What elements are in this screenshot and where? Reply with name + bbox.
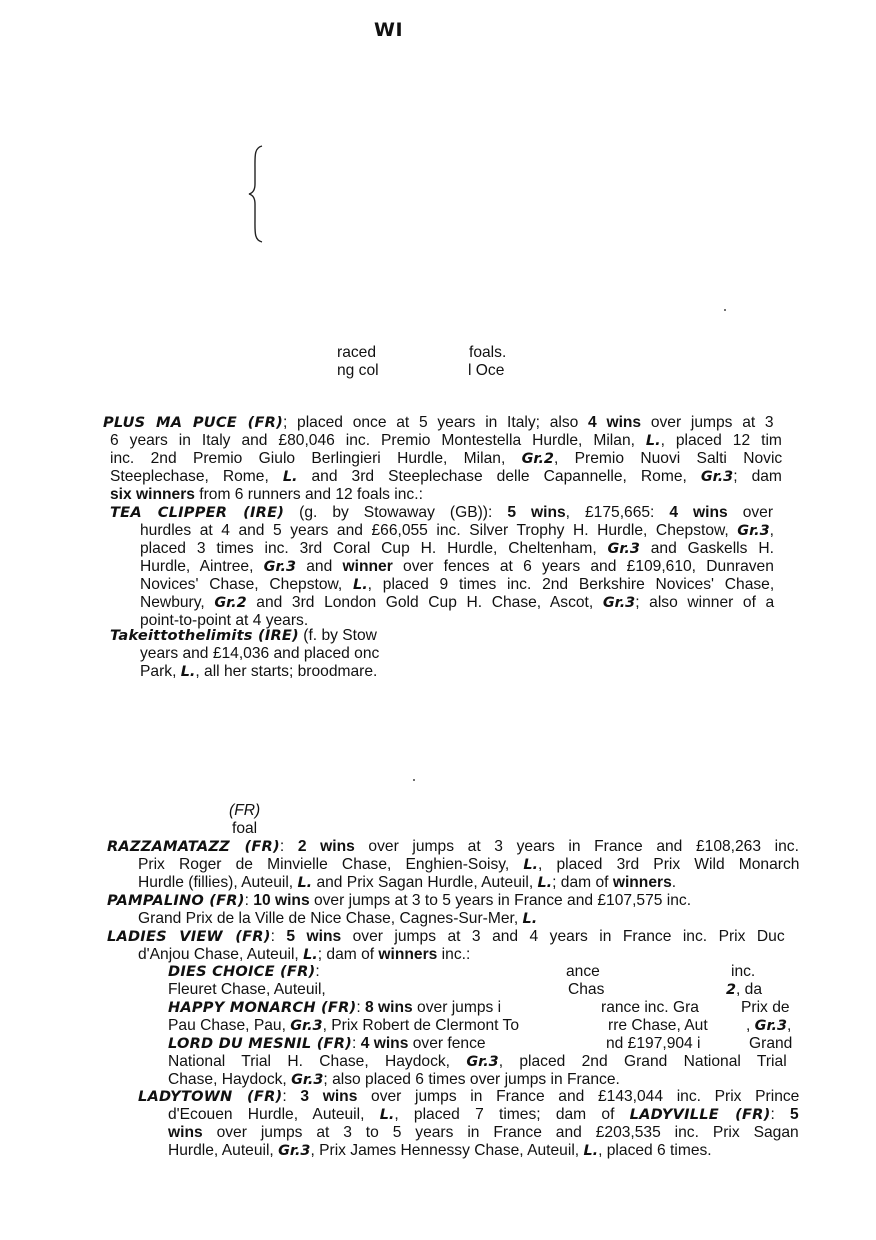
text-segment: , placed 9 times inc. 2nd Berkshire Novices' Chase, [367,576,775,593]
text-segment: inc. 2nd Premio Giulo Berlingieri Hurdle, Milan, [110,450,522,467]
race-grade: L. [522,911,538,927]
text-segment: , placed 6 times. [598,1142,712,1159]
text-line [168,1017,519,1035]
fragment-foal: foal [232,820,258,837]
text-line [168,1124,799,1142]
text-segment: placed 3 times inc. 3rd Coral Cup H. Hurdle, Cheltenham, [140,540,608,557]
text-segment: (g. by Stowaway (GB)): [284,504,508,521]
text-line [140,576,774,594]
text-segment: over jumps at 3 to 5 years in France and £203,535 inc. Prix Sagan [202,1124,799,1141]
text-segment: winner [342,558,393,575]
race-grade: Gr.3 [290,1018,323,1034]
text-segment: ; dam [733,468,782,485]
text-line [140,663,377,681]
text-line [140,594,774,612]
text-line [568,981,604,999]
text-segment: over [727,504,774,521]
race-grade: Gr.3 [278,1143,311,1159]
text-segment: 5 wins [286,928,342,945]
text-line [107,892,691,910]
text-line [601,999,699,1017]
text-segment: over jumps i [412,999,502,1016]
text-line [168,1142,712,1160]
text-segment: rance inc. Gra [601,999,699,1016]
text-segment: (f. by Stow [298,627,377,644]
text-line [138,874,676,892]
race-grade: L. [583,1143,599,1159]
text-segment: Chas [568,981,605,998]
race-grade: L. [282,469,298,485]
text-segment: Hurdle, Aintree, [140,558,264,575]
text-segment: Grand [749,1035,793,1052]
text-segment: and Gaskells H. [639,540,774,557]
text-segment: ; also placed 6 times over jumps in France. [323,1071,620,1088]
race-grade: Gr.3 [700,469,734,485]
text-line [107,838,799,856]
fragment-ng-col: ng col [337,362,379,379]
text-segment: ance [566,963,600,980]
text-line [566,963,600,981]
text-segment: six winners [110,486,195,503]
text-segment: and [296,558,343,575]
text-line [138,910,537,928]
text-segment: : [770,1106,791,1123]
text-segment: 8 wins [365,999,413,1016]
text-line [103,414,774,432]
race-grade: Gr.3 [754,1018,788,1034]
text-segment: over jumps in France and £143,044 inc. Prix Prince [357,1088,800,1105]
text-segment: : [279,838,298,855]
text-segment: ; dam of [317,946,379,963]
text-segment: Pau Chase, Pau, [168,1017,291,1034]
race-grade: Gr.3 [607,541,640,557]
text-segment: 4 wins [669,504,728,521]
text-line [726,981,762,999]
text-line [168,981,326,999]
text-segment: over jumps at 3 to 5 years in France and £107,575 inc. [309,892,692,909]
text-segment: Park, [140,663,181,680]
text-segment: : [352,1035,361,1052]
text-segment: , Prix James Hennessy Chase, Auteuil, [310,1142,584,1159]
race-grade: L. [523,857,539,873]
text-line [168,999,501,1017]
race-grade: L. [379,1107,395,1123]
text-line [107,928,785,946]
text-segment: d'Ecouen Hurdle, Auteuil, [168,1106,380,1123]
horse-name: LADIES VIEW (FR) [107,928,271,945]
horse-name: LORD DU MESNIL (FR) [168,1035,353,1052]
text-segment: Hurdle (fillies), Auteuil, [138,874,298,891]
text-line [140,540,774,558]
lot-number: WI [374,19,404,41]
text-line [140,522,774,540]
text-segment: Hurdle, Auteuil, [168,1142,279,1159]
text-segment: years and £14,036 and placed onc [140,645,380,662]
race-grade: Gr.2 [521,451,554,467]
text-segment: Fleuret Chase, Auteuil, [168,981,326,998]
text-segment: Newbury, [140,594,215,611]
text-segment: 4 wins [588,414,642,431]
text-segment: 10 wins [253,892,310,909]
text-segment: hurdles at 4 and 5 years and £66,055 inc. Silver Trophy H. Hurdle, Chepstow, [140,522,738,539]
text-segment: , [769,522,774,539]
text-line [731,963,755,981]
text-segment: and 3rd London Gold Cup H. Chase, Ascot, [246,594,603,611]
text-line [110,504,773,522]
horse-name: RAZZAMATAZZ (FR) [107,838,280,855]
text-segment: , Premio Nuovi Salti Novic [553,450,783,467]
horse-name: TEA CLIPPER (IRE) [110,504,285,521]
text-line [110,627,377,645]
fragment-fr: (FR) [229,802,261,819]
text-line [110,486,423,504]
text-segment: rre Chase, Aut [608,1017,708,1034]
race-grade: L. [645,433,661,449]
text-segment: d'Anjou Chase, Auteuil, [138,946,304,963]
text-segment: over fence [408,1035,486,1052]
text-segment: 6 years in Italy and £80,046 inc. Premio Montestella Hurdle, Milan, [110,432,646,449]
text-segment: Prix Roger de Minvielle Chase, Enghien-Soisy, [138,856,524,873]
fragment-l-oce: l Oce [468,362,505,379]
text-segment: winners [612,874,672,891]
text-segment: point-to-point at 4 years. [140,612,309,629]
text-segment: , [746,1017,755,1034]
text-segment: : [315,963,320,980]
horse-name: PAMPALINO (FR) [107,892,245,909]
text-line [606,1035,701,1053]
fragment-foals: foals. [469,344,507,361]
race-grade: Gr.3 [737,523,770,539]
text-segment: , [787,1017,792,1034]
text-line [168,1106,799,1124]
speck [724,309,726,311]
race-grade: 2 [726,982,737,998]
horse-name: LADYTOWN (FR) [138,1088,283,1105]
text-segment: from 6 runners and 12 foals inc.: [194,486,423,503]
text-segment: inc. [731,963,756,980]
text-segment: ; placed once at 5 years in Italy; also [282,414,589,431]
text-segment: 4 wins [360,1035,409,1052]
text-line [608,1017,708,1035]
text-segment: Chase, Haydock, [168,1071,292,1088]
text-segment: National Trial H. Chase, Haydock, [168,1053,467,1070]
text-line [110,432,782,450]
text-segment: , placed 12 tim [660,432,782,449]
text-segment: over jumps at 3 years in France and £108,263 inc. [354,838,799,855]
horse-name: Takeittothelimits (IRE) [110,627,299,644]
text-segment: , da [736,981,763,998]
text-segment: ; dam of [552,874,613,891]
text-segment: , all her starts; broodmare. [195,663,378,680]
text-segment: 5 wins [507,504,566,521]
horse-name: LADYVILLE (FR) [629,1106,771,1123]
text-segment: and 3rd Steeplechase delle Capannelle, Rome, [297,468,701,485]
text-segment: . [671,874,677,891]
text-line [140,558,774,576]
race-grade: L. [353,577,368,593]
text-segment: over jumps at 3 [641,414,774,431]
text-segment: : [282,1088,301,1105]
text-line [110,450,782,468]
race-grade: L. [297,875,313,891]
race-grade: Gr.3 [263,559,296,575]
horse-name: DIES CHOICE (FR) [168,963,316,980]
text-segment: : [244,892,254,909]
text-segment: Grand Prix de la Ville de Nice Chase, Cagnes-Sur-Mer, [138,910,523,927]
race-grade: L. [180,664,196,680]
text-line [741,999,790,1017]
race-grade: L. [537,875,553,891]
text-line [138,856,799,874]
text-line [168,963,320,981]
race-grade: L. [303,947,318,963]
text-segment: 3 wins [300,1088,358,1105]
text-segment: wins [168,1124,203,1141]
text-segment: inc.: [437,946,471,963]
horse-name: PLUS MA PUCE (FR) [103,414,283,431]
text-segment: : [270,928,287,945]
text-segment: Novices' Chase, Chepstow, [140,576,354,593]
text-line [110,468,782,486]
text-segment: , £175,665: [565,504,670,521]
text-segment: Prix de [741,999,790,1016]
text-segment: 2 wins [297,838,355,855]
horse-name: HAPPY MONARCH (FR) [168,999,357,1016]
text-line [746,1017,791,1035]
text-line [168,1035,486,1053]
race-grade: Gr.3 [291,1072,324,1088]
text-segment: , Prix Robert de Clermont To [322,1017,520,1034]
speck [413,779,415,781]
text-segment: Steeplechase, Rome, [110,468,283,485]
text-line [168,1071,620,1089]
text-line [140,645,379,663]
text-segment: over fences at 6 years and £109,610, Dunraven [392,558,774,575]
text-segment: nd £197,904 i [606,1035,701,1052]
text-line [138,1088,799,1106]
fragment-raced: raced [337,344,377,361]
race-grade: Gr.2 [214,595,247,611]
text-line [168,1053,787,1071]
text-segment: , placed 7 times; dam of [394,1106,630,1123]
text-segment: 5 [790,1106,799,1123]
race-grade: Gr.3 [466,1054,499,1070]
text-segment: ; also winner of a [635,594,775,611]
text-segment: , placed 2nd Grand National Trial [498,1053,787,1070]
text-segment: and Prix Sagan Hurdle, Auteuil, [312,874,538,891]
race-grade: Gr.3 [602,595,636,611]
text-line [749,1035,792,1053]
text-segment: : [356,999,366,1016]
text-segment: , placed 3rd Prix Wild Monarch [538,856,800,873]
pedigree-brace [246,144,266,244]
text-line [138,946,470,964]
text-segment: winners [378,946,438,963]
text-segment: over jumps at 3 and 4 years in France inc. Prix Duc [341,928,785,945]
